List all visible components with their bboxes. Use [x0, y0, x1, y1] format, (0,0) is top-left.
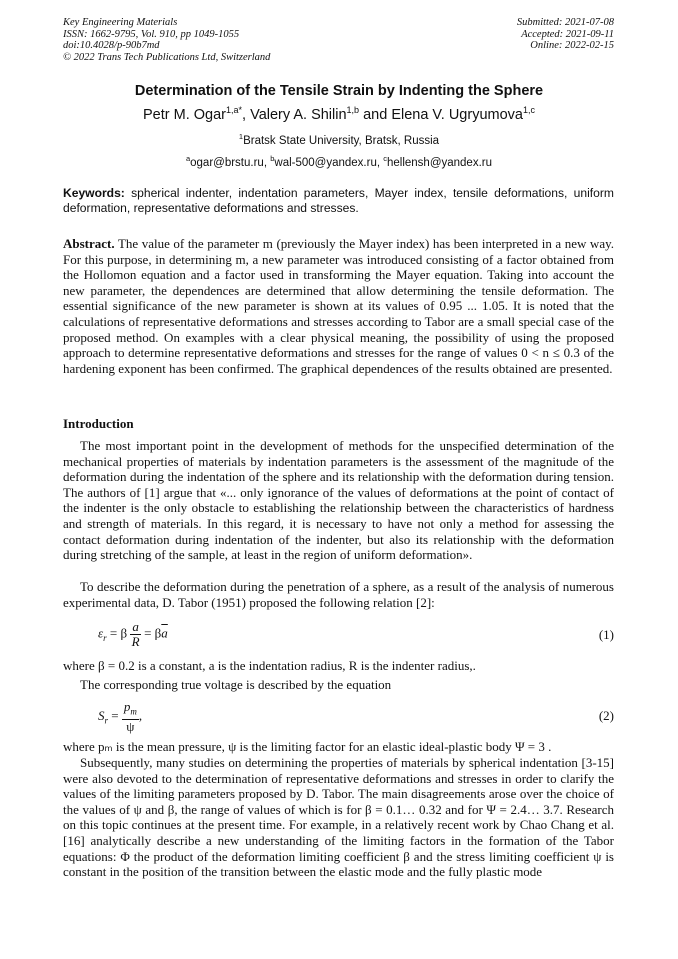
keywords — [63, 186, 614, 216]
author-sep: and — [359, 106, 392, 123]
paragraph: where β = 0.2 is a constant, a is the indentation radius, R is the indenter radius,. — [63, 658, 476, 673]
submitted-date: Submitted: 2021-07-08 — [516, 17, 614, 28]
journal-name: Key Engineering Materials — [63, 17, 178, 28]
eq2-fraction — [122, 700, 139, 734]
email-c[interactable]: hellensh@yandex.ru — [386, 156, 493, 169]
eq1-rhs: = β — [144, 625, 162, 641]
equation-number: (2) — [598, 708, 614, 723]
paragraph: where pₘ is the mean pressure, ψ is the limiting factor for an elastic ideal-plastic body Ψ = 3 . — [63, 739, 552, 754]
email-c-sup: c — [383, 154, 387, 163]
issn: ISSN: 1662-9795, Vol. 910, pp 1049-1055 — [63, 28, 240, 40]
affiliation — [0, 132, 678, 147]
equation-1 — [98, 620, 168, 649]
author-1-sup: 1,a* — [226, 105, 243, 115]
email-list — [0, 154, 678, 169]
eq1-fraction — [130, 620, 141, 649]
eq2-num: p — [123, 699, 131, 714]
paragraph: The most important point in the development of methods for the unspecified determination of the mechanical properties of materials by indentation parameters is the assessment of the magnitude of the deformation during the indentation of the sphere and its relationship with the deformation during tension. The authors of [1] argue that «... only ignorance of the values of deformations at the point of contact of the indenter is the only obstacle to establishing the relationship between the characteristics of hardness and strength of materials. In this regard, it is necessary to have not only a method for assessing the contact deformation during indentation of the indenter, but also its relationship with the deformation during stretching of the sample, at least in the region of uniform deformation». — [63, 438, 614, 563]
eq2-tail: , — [138, 707, 143, 723]
eq1-num: a — [132, 619, 139, 634]
author-sep: , — [242, 106, 251, 123]
eq1-op: = β — [106, 625, 128, 641]
email-a-sup: a — [185, 154, 191, 163]
email-a[interactable]: ogar@brstu.ru, — [190, 156, 271, 169]
paragraph: Subsequently, many studies on determining the properties of materials by spherical indentation [3-15] were also devoted to the determination of representative deformations and stresses in order to clarify the values of the limiting parameters proposed by D. Tabor. The main disagreements arose over the choice of the values of ψ and β, the range of values of which is for β = 0.1… 0.32 and for Ψ = 2.4… 3.7. Research on this topic continues at the present time. For example, in a relatively recent work by Chao Chang et al. [16] analytically describe a new understanding of the limiting factors in the formation of the Tabor equations: Φ the product of the deformation limiting coefficient β and the stress limiting coefficient ψ is constant in the position of the transition between the elastic mode and the fully plastic mode — [63, 755, 614, 880]
abstract-label: Abstract. — [63, 236, 115, 251]
email-b-sup: b — [270, 154, 275, 163]
eq2-den: ψ — [126, 718, 135, 734]
eq1-rhs-var: $\overline{a}$ — [161, 625, 168, 641]
section-heading: Introduction — [63, 416, 134, 431]
equation-number: (1) — [598, 627, 614, 642]
author-3-sup: 1,c — [522, 105, 535, 115]
eq1-lhs: ε — [98, 625, 104, 641]
equation-2 — [98, 700, 142, 734]
keywords-text: spherical indenter, indentation parameters, Mayer index, tensile deformations, uniform deformation, representative deformations and stresses. — [63, 186, 614, 215]
paper-title: Determination of the Tensile Strain by Indenting the Sphere — [134, 83, 544, 99]
doi: doi:10.4028/p-90b7md — [63, 40, 160, 52]
eq2-lhs-sub: r — [104, 715, 109, 726]
author-3: Elena V. Ugryumova — [391, 106, 523, 123]
eq2-num-sub: m — [130, 706, 137, 717]
accepted-date: Accepted: 2021-09-11 — [521, 28, 614, 40]
author-2: Valery A. Shilin — [250, 106, 347, 123]
paragraph: To describe the deformation during the penetration of a sphere, as a result of the analysis of numerous experimental data, D. Tabor (1951) proposed the following relation [2]: — [63, 579, 614, 610]
abstract — [63, 236, 614, 376]
paragraph: The corresponding true voltage is described by the equation — [80, 677, 392, 692]
copyright: © 2022 Trans Tech Publications Ltd, Switzerland — [63, 51, 271, 63]
eq1-lhs-sub: r — [103, 633, 107, 644]
author-list — [0, 105, 678, 123]
affiliation-sup: 1 — [238, 132, 244, 141]
online-date: Online: 2022-02-15 — [530, 40, 614, 52]
email-b[interactable]: wal-500@yandex.ru, — [274, 156, 384, 169]
eq2-lhs: S — [98, 707, 105, 723]
eq1-den: R — [131, 634, 140, 649]
affiliation-text: Bratsk State University, Bratsk, Russia — [243, 134, 440, 147]
journal-info — [63, 17, 270, 63]
author-1: Petr M. Ogar — [143, 106, 227, 123]
keywords-label: Keywords: — [63, 186, 125, 200]
author-2-sup: 1,b — [346, 105, 360, 115]
dates-info — [517, 17, 614, 52]
abstract-text: The value of the parameter m (previously the Mayer index) has been interpreted in a new way. For this purpose, in determining m, a new parameter was introduced consisting of a factor obtained from the Hollomon equation and a factor used in transforming the Mayer equation. Taking into account the new parameter, the dependences are determined that allow determining the tensile deformation. The essential significance of the new parameter is shown at its values of 0.95 ... 1.05. It is noted that the calculations of representative deformations and stresses according to Tabor are a small special case of the proposed method. On examples with a clear physical meaning, the possibility of using the proposed approach to determine representative deformations and stresses for the range of values 0 < n ≤ 0.3 of the hardening exponent has been confirmed. The graphical dependences of the results obtained are presented. — [63, 236, 614, 376]
eq2-op: = — [108, 707, 122, 723]
